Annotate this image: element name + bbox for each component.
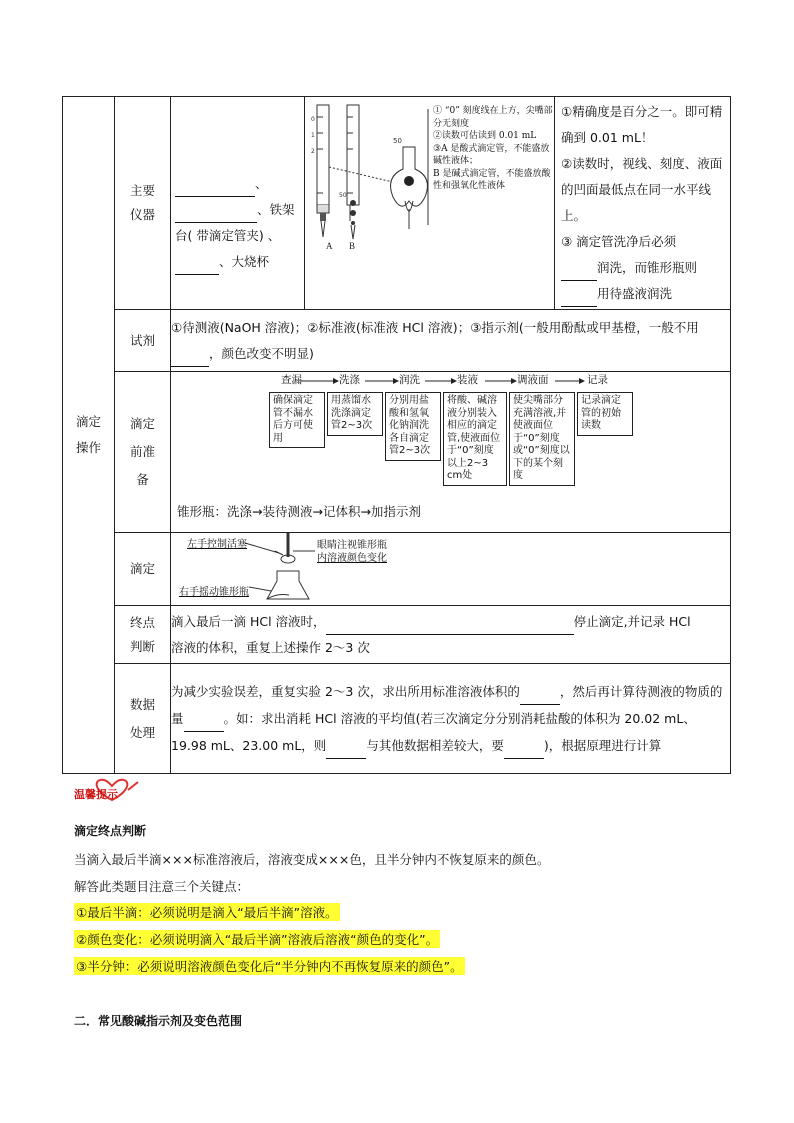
prep-flowchart [171, 372, 730, 532]
data-label-cell [115, 664, 171, 774]
tip-text: ③ 滴定管洗净后必须 [561, 234, 677, 249]
burette-b-label: B [349, 241, 356, 251]
flow-step-title: 润洗 [399, 374, 420, 386]
tip-text: 用待盛液润洗 [597, 286, 673, 301]
blank[interactable] [175, 182, 255, 197]
reminder-logo-text: 温馨提示 [74, 788, 118, 801]
blank[interactable] [175, 208, 257, 223]
highlight-point: ③半分钟：必须说明溶液颜色变化后“半分钟内不再恢复原来的颜色”。 [76, 959, 463, 974]
burette-note: ① “0” 刻度线在上方，尖嘴部分无刻度 [433, 106, 553, 129]
data-text: 为减少实验误差，重复实验 2～3 次，求出所用标准溶液体积的 [171, 684, 520, 699]
titration-table [62, 96, 731, 774]
reagent-label-cell [115, 310, 171, 372]
blank[interactable] [504, 744, 544, 759]
blank[interactable] [326, 620, 574, 635]
data-text: ，然后再计算待测液的物质的量 [171, 684, 723, 726]
section-heading: 二．常见酸碱指示剂及变色范围 [74, 1014, 243, 1028]
eyes-label [317, 539, 387, 565]
right-hand-label: 右手摇动锥形瓶 [179, 587, 249, 598]
flow-step-title: 洗涤 [339, 374, 360, 386]
flask-scale: 50 [393, 137, 402, 145]
eyes-line: 内溶液颜色变化 [317, 553, 387, 564]
burette-notes [433, 105, 555, 193]
burette-a-label: A [326, 241, 333, 251]
data-text: 。如：求出消耗 HCl 溶液的平均值(若三次滴定分分别消耗盐酸的体积为 20.02 mL、19.98 mL、23.00 mL，则 [171, 711, 696, 753]
prep-label: 滴定前准备 [129, 416, 155, 487]
flow-step-box: 分别用盐酸和氢氧化钠润洗各自滴定管2~3次 [385, 392, 441, 461]
flow-step-box: 确保滴定管不漏水后方可使用 [269, 392, 325, 448]
prep-cell [171, 372, 731, 533]
titration-figure [171, 533, 730, 605]
reagent-text2: ，颜色改变不明显) [209, 345, 314, 361]
titration-cell [171, 533, 731, 606]
flow-step-box: 将酸、碱溶液分别装入相应的滴定管,使液面位于“0”刻度以上2~3 cm处 [443, 392, 507, 486]
blank[interactable] [326, 744, 366, 759]
flow-step-title: 查漏 [281, 374, 302, 386]
burette-note: ②读数可估读到 0.01 mL [433, 131, 537, 141]
scale-50: 50 [339, 192, 347, 199]
burette-figure-cell [305, 97, 555, 310]
eyes-line: 眼睛注视锥形瓶 [317, 540, 387, 551]
blank[interactable] [561, 292, 597, 307]
flow-step-title: 装液 [457, 374, 478, 386]
reagent-label: 试剂 [129, 332, 155, 348]
blank[interactable] [175, 260, 219, 275]
endpoint-label-cell [115, 606, 171, 664]
flow-step-title: 调液面 [517, 374, 549, 386]
endpoint-text3: 溶液的体积，重复上述操作 2～3 次 [171, 639, 370, 655]
blank[interactable] [171, 352, 209, 367]
endpoint-cell [171, 606, 731, 664]
data-text: )，根据原理进行计算 [543, 738, 662, 753]
data-text: 与其他数据相差较大，要 [366, 738, 504, 753]
burette-note: B 是碱式滴定管，不能盛放酸性和强氧化性液体 [433, 168, 551, 191]
notes-line: 当滴入最后半滴×××标准溶液后，溶液变成×××色，且半分钟内不恢复原来的颜色。 [74, 852, 550, 867]
titration-label-cell [115, 533, 171, 606]
instruments-label-cell [115, 97, 171, 310]
left-hand-label: 左手控制活塞 [187, 539, 247, 550]
notes-heading: 滴定终点判断 [74, 824, 147, 838]
scale-0: 0 [311, 116, 315, 123]
reagent-text1: ①待测液(NaOH 溶液)；②标准液(标准液 HCl 溶液)；③指示剂(一般用酚酞或甲基橙，一般不用 [171, 319, 699, 335]
flow-step-box: 记录滴定管的初始读数 [577, 392, 633, 436]
instruments-text-cell [171, 97, 305, 310]
flask-prep-line: 锥形瓶：洗涤→装待测液→记体积→加指示剂 [177, 504, 421, 519]
reagent-text-cell [171, 310, 731, 372]
data-label: 数据处理 [129, 696, 155, 740]
flow-step-box: 使尖嘴部分充满溶液,并使液面位于“0”刻度或“0”刻度以下的某个刻度 [509, 392, 575, 486]
endpoint-label: 终点判断 [129, 614, 155, 654]
scale-2: 2 [311, 148, 315, 155]
prep-label-cell [115, 372, 171, 533]
endpoint-text1: 滴入最后一滴 HCl 溶液时， [171, 613, 326, 629]
category-label: 滴定操作 [75, 414, 101, 455]
flow-step-box: 用蒸馏水洗涤滴定管2~3次 [327, 392, 383, 436]
tip-text: 润洗，而锥形瓶则 [597, 260, 698, 275]
scale-1: 1 [311, 132, 315, 139]
tip-text: ②读数时，视线、刻度、液面的凹面最低点在同一水平线上。 [561, 156, 723, 223]
instruments-text2: 、铁架台( 带滴定管夹) 、 [175, 202, 295, 243]
blank[interactable] [520, 690, 560, 705]
instruments-text3: 、大烧杯 [219, 254, 270, 269]
instruments-tips-cell [555, 97, 731, 310]
blank[interactable] [184, 717, 224, 732]
highlight-point: ②颜色变化：必须说明滴入“最后半滴”溶液后溶液“颜色的变化”。 [76, 932, 439, 947]
notes-line: 解答此类题目注意三个关键点： [74, 879, 250, 894]
sep-text: 、 [255, 176, 268, 191]
tip-text: ①精确度是百分之一。即可精确到 0.01 mL！ [561, 104, 723, 145]
titration-label: 滴定 [129, 561, 155, 576]
category-cell [63, 97, 115, 774]
blank[interactable] [561, 266, 597, 281]
flow-step-title: 记录 [587, 374, 608, 386]
flow-arrows [171, 374, 727, 388]
instruments-label: 主要仪器 [129, 183, 155, 222]
endpoint-text2: 停止滴定,并记录 HCl [573, 613, 691, 629]
highlight-point: ①最后半滴：必须说明是滴入“最后半滴”溶液。 [76, 905, 338, 920]
data-cell [171, 664, 731, 774]
reminder-logo [72, 776, 142, 806]
burette-note: ③A 是酸式滴定管，不能盛放碱性液体； [433, 143, 550, 166]
